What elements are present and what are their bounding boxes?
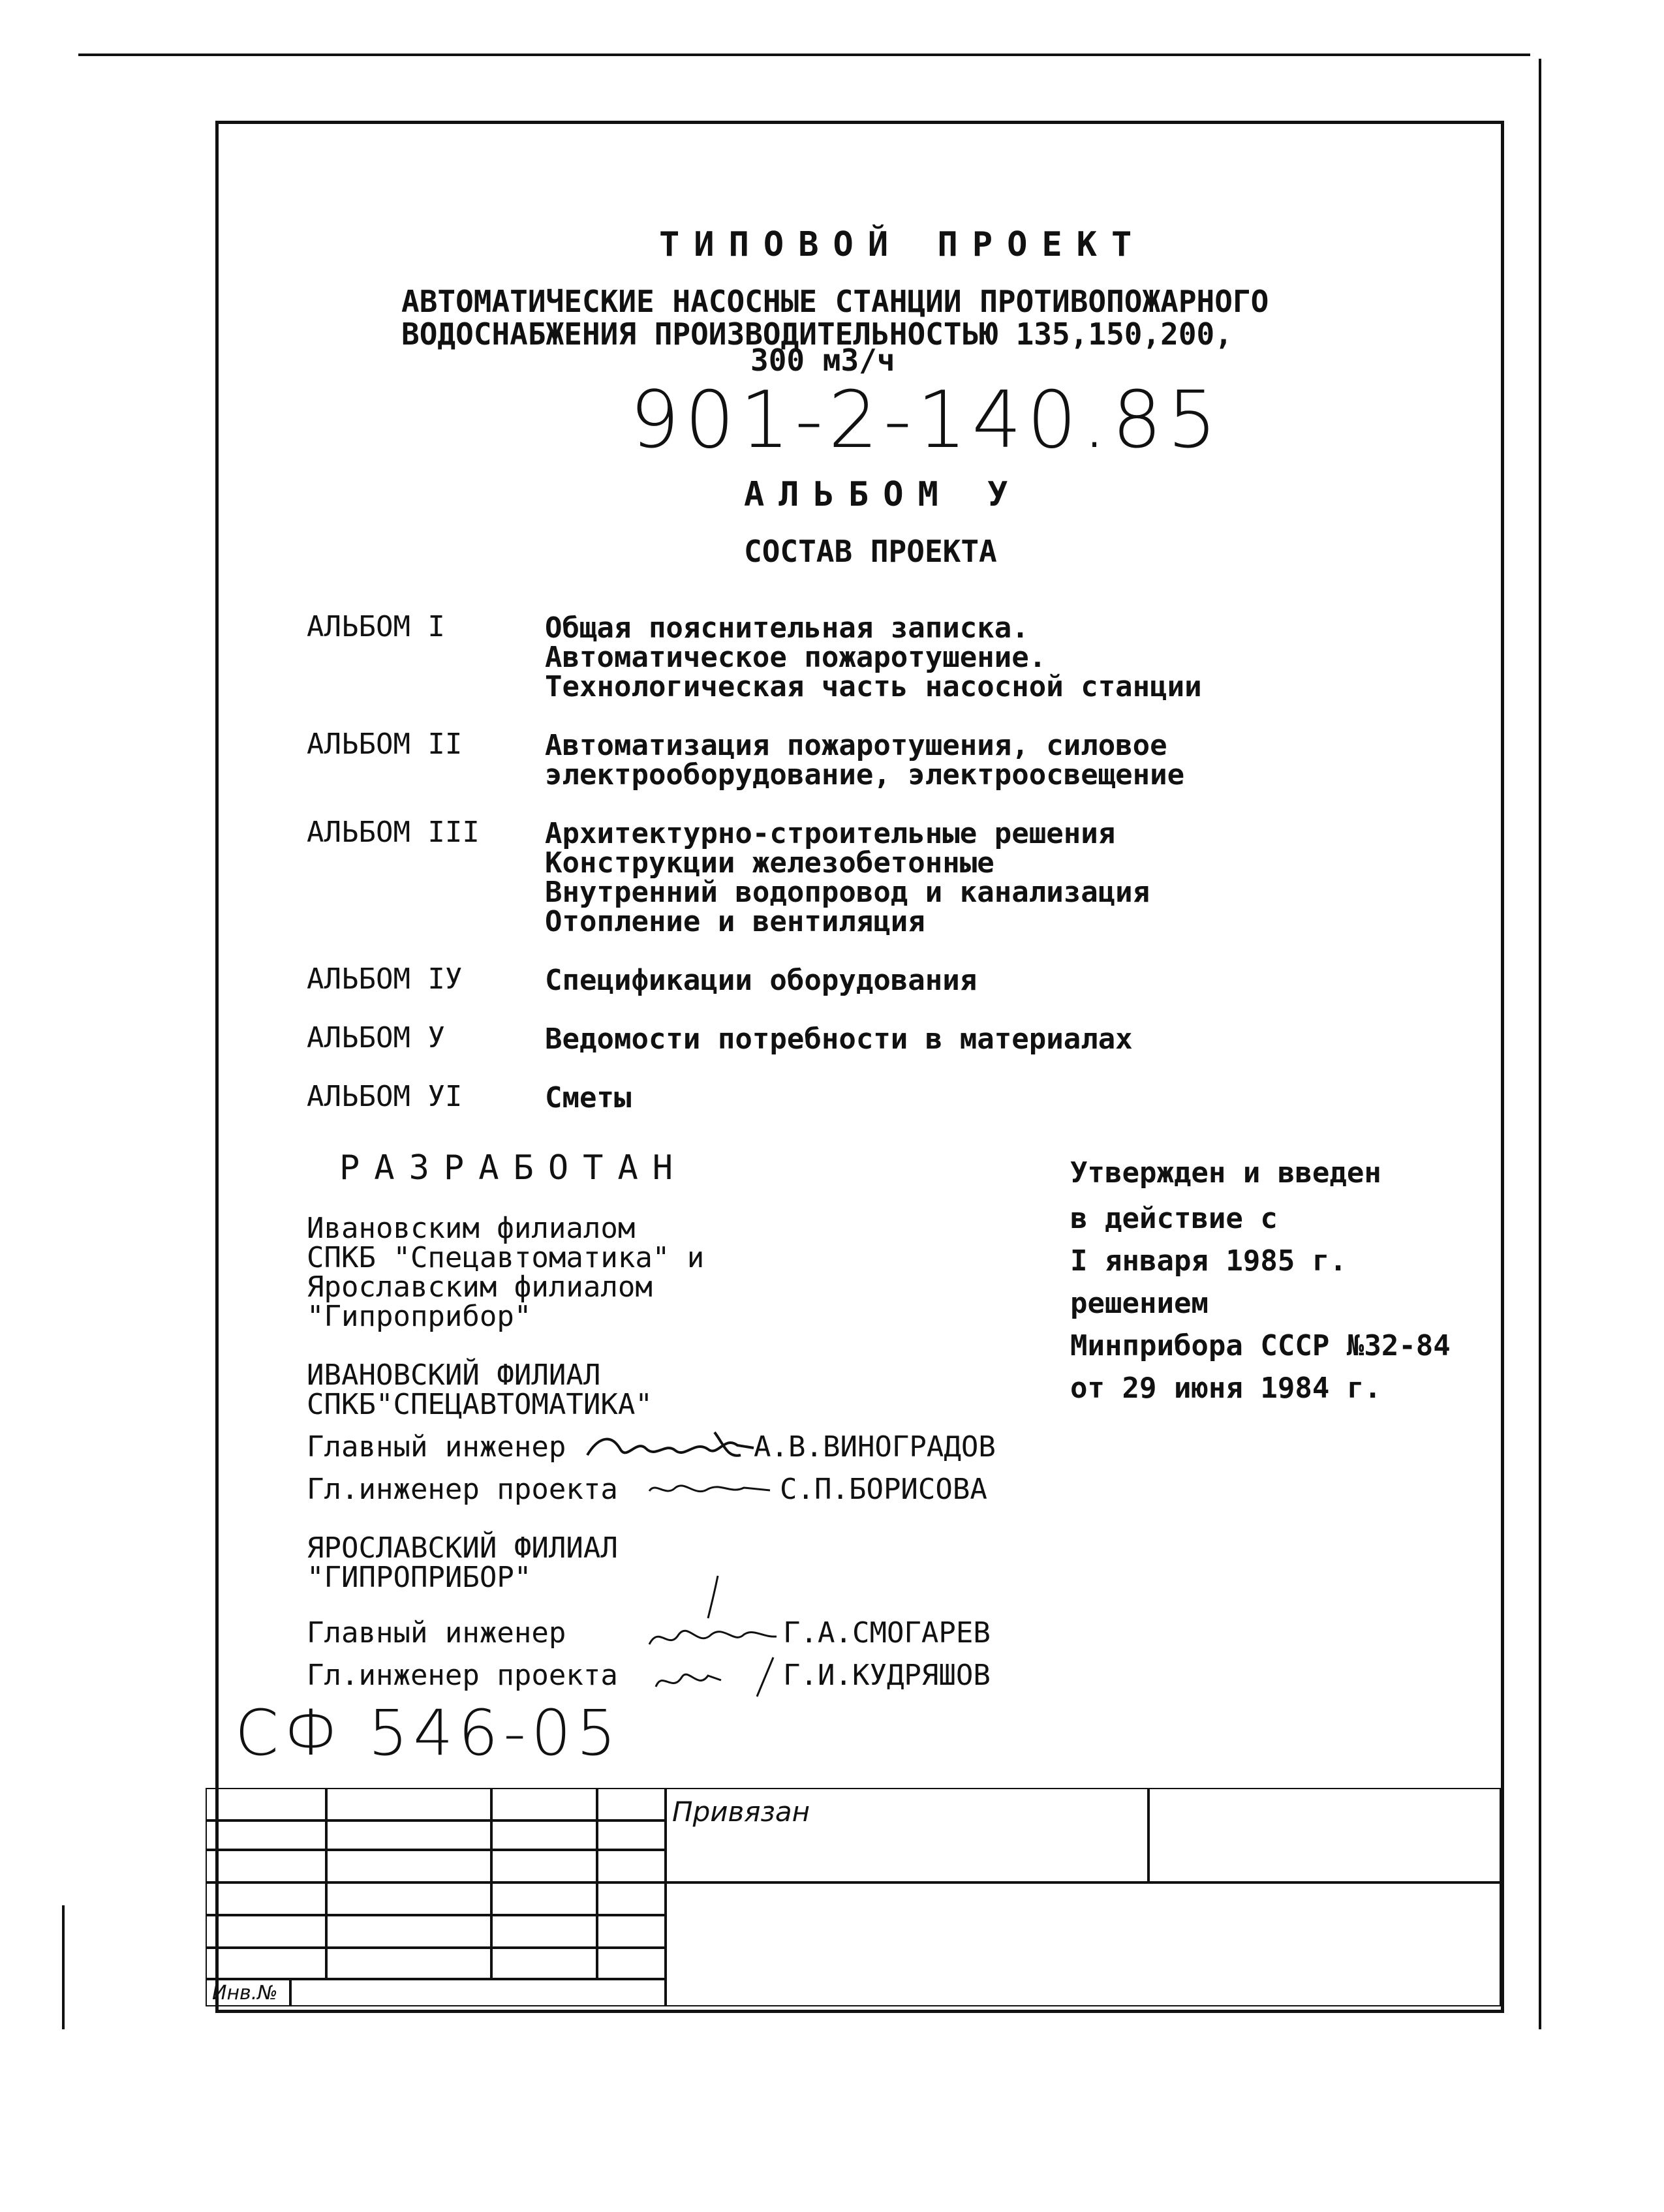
- album-2-line-2: электрооборудование, электроосвещение: [545, 758, 1185, 791]
- approved-line-1: Утвержден и введен: [1070, 1156, 1381, 1190]
- album-2-label: АЛЬБОМ II: [307, 728, 463, 761]
- developed-line-1: Ивановским филиалом: [307, 1212, 636, 1245]
- album-1-label: АЛЬБОМ I: [307, 610, 445, 643]
- album-3-line-3: Внутренний водопровод и канализация: [545, 876, 1150, 909]
- album-5-line-1: Ведомости потребности в материалах: [545, 1022, 1133, 1056]
- outer-frame-right: [1539, 59, 1541, 2029]
- stamp-bound-label: Привязан: [672, 1796, 810, 1828]
- contents-title: СОСТАВ ПРОЕКТА: [744, 534, 997, 569]
- album-1-line-3: Технологическая часть насосной станции: [545, 670, 1202, 703]
- album-1-line-2: Автоматическое пожаротушение.: [545, 641, 1047, 674]
- project-number: 901-2-140.85: [630, 375, 1222, 466]
- title-line-3: 300 м3/ч: [750, 343, 895, 378]
- branch-1-line-1: ИВАНОВСКИЙ ФИЛИАЛ: [307, 1359, 601, 1392]
- chief-engineer-2-name: Г.А.СМОГАРЕВ: [783, 1616, 991, 1650]
- album-5-label: АЛЬБОМ У: [307, 1021, 445, 1054]
- branch-2-line-1: ЯРОСЛАВСКИЙ ФИЛИАЛ: [307, 1531, 618, 1565]
- album-3-line-2: Конструкции железобетонные: [545, 846, 994, 880]
- approved-line-2: в действие с: [1070, 1202, 1278, 1235]
- project-engineer-2-name: Г.И.КУДРЯШОВ: [783, 1659, 991, 1692]
- album-4-label: АЛЬБОМ IУ: [307, 962, 463, 996]
- stamp-table: [206, 1788, 1501, 2006]
- project-kind: ТИПОВОЙ ПРОЕКТ: [659, 225, 1147, 264]
- developed-heading: РАЗРАБОТАН: [339, 1148, 688, 1188]
- chief-engineer-label: Главный инженер: [307, 1430, 566, 1464]
- approved-line-4: решением: [1070, 1287, 1209, 1320]
- album-3-line-1: Архитектурно-строительные решения: [545, 817, 1116, 850]
- album-title: АЛЬБОМ У: [744, 475, 1023, 514]
- outer-frame-left: [62, 1905, 65, 2029]
- album-6-label: АЛЬБОМ УI: [307, 1080, 463, 1113]
- project-engineer-name: С.П.БОРИСОВА: [780, 1473, 987, 1506]
- branch-1-line-2: СПКБ"СПЕЦАВТОМАТИКА": [307, 1388, 653, 1421]
- album-1-line-1: Общая пояснительная записка.: [545, 611, 1029, 645]
- title-line-1: АВТОМАТИЧЕСКИЕ НАСОСНЫЕ СТАНЦИИ ПРОТИВОПОЖАРНОГО: [401, 284, 1269, 319]
- project-engineer-2-label: Гл.инженер проекта: [307, 1659, 618, 1692]
- developed-line-2: СПКБ "Спецавтоматика" и: [307, 1241, 705, 1274]
- title-line-2: ВОДОСНАБЖЕНИЯ ПРОИЗВОДИТЕЛЬНОСТЬЮ 135,150,200,: [401, 316, 1233, 352]
- album-6-line-1: Сметы: [545, 1081, 632, 1114]
- signature-2: [646, 1475, 777, 1507]
- document-code: СФ 546-05: [235, 1697, 622, 1770]
- chief-engineer-2-label: Главный инженер: [307, 1616, 566, 1650]
- signature-4: [649, 1651, 780, 1703]
- approved-line-6: от 29 июня 1984 г.: [1070, 1372, 1381, 1405]
- album-2-line-1: Автоматизация пожаротушения, силовое: [545, 729, 1167, 762]
- developed-line-3: Ярославским филиалом: [307, 1270, 653, 1304]
- branch-2-line-2: "ГИПРОПРИБОР": [307, 1561, 532, 1594]
- outer-frame-top: [78, 54, 1530, 56]
- project-engineer-label: Гл.инженер проекта: [307, 1473, 618, 1506]
- signature-3: [646, 1573, 783, 1664]
- approved-line-5: Минприбора СССР №32-84: [1070, 1329, 1451, 1362]
- approved-line-3: I января 1985 г.: [1070, 1244, 1347, 1278]
- album-3-line-4: Отопление и вентиляция: [545, 905, 925, 938]
- developed-line-4: "Гипроприбор": [307, 1300, 532, 1333]
- chief-engineer-name: А.В.ВИНОГРАДОВ: [754, 1430, 996, 1464]
- stamp-inventory-label: Инв.№: [212, 1982, 278, 2005]
- album-3-label: АЛЬБОМ III: [307, 816, 480, 849]
- album-4-line-1: Спецификации оборудования: [545, 964, 978, 997]
